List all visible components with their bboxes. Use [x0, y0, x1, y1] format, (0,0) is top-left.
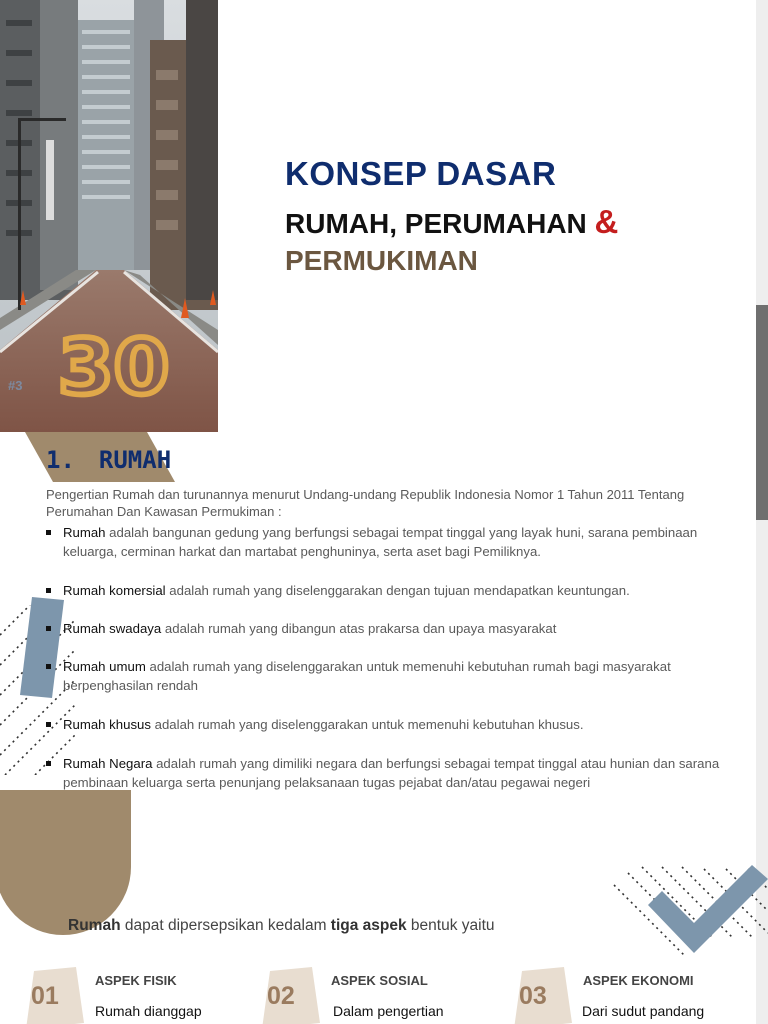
section-number: 1. — [46, 446, 75, 474]
definition-term: Rumah khusus — [63, 717, 151, 732]
street-photo — [0, 0, 218, 432]
definition-text: adalah rumah yang diselenggarakan dengan tujuan mendapatkan keuntungan. — [165, 583, 630, 598]
section-title: RUMAH — [98, 446, 172, 474]
definition-item — [46, 754, 736, 792]
aspect-number: 02 — [267, 982, 295, 1010]
definition-text: adalah bangunan gedung yang berfungsi sebagai tempat tinggal yang layak huni, sarana pembinaan keluarga, cerminan harkat dan martabat penghuninya, serta aset bagi Pemiliknya. — [63, 525, 698, 559]
definition-term: Rumah umum — [63, 659, 146, 674]
aspect-description: Dalam pengertian — [333, 1003, 444, 1019]
aspects-intro-subject: Rumah — [68, 917, 121, 934]
decorative-brown-circle — [0, 790, 131, 935]
aspects-intro — [68, 917, 495, 935]
definition-text: adalah rumah yang diselenggarakan untuk memenuhi kebutuhan rumah bagi masyarakat berpenghasilan rendah — [63, 659, 671, 693]
aspect-number: 03 — [519, 982, 547, 1010]
bullet-square-icon — [46, 664, 51, 669]
title-line-1: KONSEP DASAR — [285, 155, 557, 192]
definition-term: Rumah swadaya — [63, 621, 162, 636]
definition-text: adalah rumah yang dibangun atas prakarsa dan upaya masyarakat — [161, 621, 557, 636]
aspect-label: ASPEK FISIK — [95, 973, 177, 988]
definition-item — [46, 581, 736, 600]
aspects-intro-bold: tiga aspek — [330, 917, 407, 934]
definition-item — [46, 715, 736, 734]
definition-text: adalah rumah yang diselenggarakan untuk memenuhi kebutuhan khusus. — [150, 717, 584, 732]
definition-term: Rumah Negara — [63, 756, 153, 771]
definition-item — [46, 523, 736, 561]
title-ampersand: & — [594, 203, 619, 240]
aspect-label: ASPEK EKONOMI — [583, 973, 694, 988]
slide-number: #3 — [8, 378, 23, 393]
title-block — [285, 155, 618, 277]
bullet-square-icon — [46, 761, 51, 766]
definition-term: Rumah komersial — [63, 583, 166, 598]
street-illustration — [0, 0, 218, 432]
aspect-label: ASPEK SOSIAL — [331, 973, 428, 988]
road-marking-text: 30 — [58, 324, 170, 412]
title-line-2 — [285, 203, 618, 241]
definition-item — [46, 619, 736, 638]
aspects-intro-mid: dapat dipersepsikan kedalam — [120, 917, 331, 934]
decorative-checkmark-right — [612, 865, 768, 965]
right-edge-accent — [756, 305, 768, 520]
aspect-description: Dari sudut pandang — [582, 1003, 705, 1019]
bullet-square-icon — [46, 530, 51, 535]
bullet-square-icon — [46, 722, 51, 727]
section-intro-text: Pengertian Rumah dan turunannya menurut Undang-undang Republik Indonesia Nomor 1 Tahun 2011 Tentang Perumahan Dan Kawasan Permukiman : — [46, 487, 685, 519]
aspect-number: 01 — [31, 982, 59, 1010]
section-heading — [46, 446, 171, 474]
bullet-square-icon — [46, 588, 51, 593]
aspects-intro-end: bentuk yaitu — [406, 917, 495, 934]
definition-item — [46, 657, 736, 695]
definition-term: Rumah — [63, 525, 106, 540]
definition-text: adalah rumah yang dimiliki negara dan berfungsi sebagai tempat tinggal atau hunian dan sarana pembinaan keluarga serta penunjang pelaksanaan tugas pejabat dan/atau pegawai negeri — [63, 756, 720, 790]
bullet-square-icon — [46, 626, 51, 631]
title-line-2-text: RUMAH, PERUMAHAN — [285, 208, 587, 239]
aspect-description: Rumah dianggap — [95, 1003, 202, 1019]
title-line-3: PERMUKIMAN — [285, 245, 478, 276]
